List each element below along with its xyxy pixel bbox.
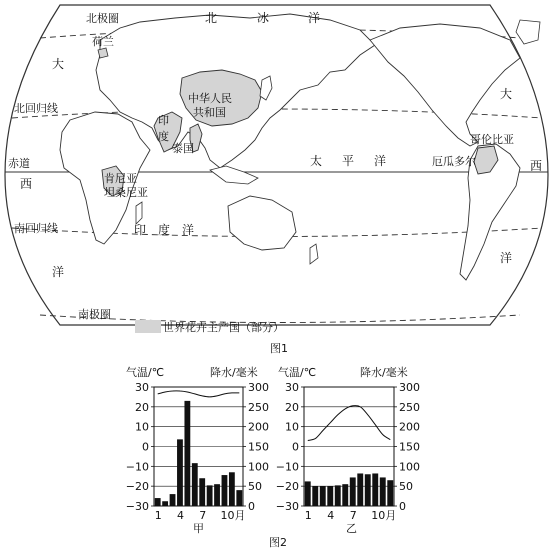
precip-tick-label: 0 — [248, 500, 255, 513]
month-tick-label: 4 — [176, 509, 184, 522]
chart-b-bars — [305, 473, 393, 506]
madagascar-island — [136, 202, 142, 224]
climate-chart-a — [126, 365, 269, 535]
precip-bar — [155, 498, 161, 506]
temp-tick-label: 10 — [135, 420, 149, 434]
precip-bar — [342, 484, 348, 506]
label-ecuador: 厄瓜多尔 — [432, 155, 476, 168]
label-netherlands: 荷兰 — [92, 35, 114, 48]
australia-landmass — [228, 196, 296, 250]
precip-tick-label: 50 — [399, 480, 413, 494]
precip-bar — [222, 475, 228, 506]
month-tick-label: 7 — [349, 509, 357, 522]
precip-bar — [372, 473, 378, 506]
precip-bar — [350, 477, 356, 506]
precip-bar — [177, 439, 183, 506]
label-atlantic-e2: 西 — [530, 159, 543, 173]
temp-tick-label: 20 — [135, 400, 149, 414]
label-arctic-ocean-1: 北 — [205, 11, 218, 25]
chart-a-bars — [155, 401, 242, 506]
chart-b-precip-axis-label: 降水/毫米 — [360, 366, 408, 379]
label-china-1: 中华人民 — [188, 92, 232, 105]
label-arctic-ocean-3: 洋 — [308, 11, 321, 25]
precip-bar — [312, 486, 318, 506]
precip-tick-label: 150 — [399, 440, 420, 454]
label-arctic-ocean-2: 冰 — [257, 11, 270, 25]
precip-bar — [229, 472, 235, 506]
temp-tick-label: −10 — [125, 460, 149, 474]
new-zealand-island — [310, 244, 318, 264]
netherlands-highlight — [98, 48, 108, 58]
label-india-1: 印 — [158, 114, 169, 127]
legend-swatch — [135, 320, 161, 333]
label-pacific-1: 太 — [310, 154, 323, 168]
label-pacific-2: 平 — [342, 154, 355, 168]
label-tropic-cancer: 北回归线 — [14, 102, 58, 115]
temp-tick-label: −20 — [275, 480, 299, 494]
precip-tick-label: 200 — [248, 420, 269, 434]
precip-bar — [199, 478, 205, 506]
chart-a-name: 甲 — [193, 522, 204, 535]
month-tick-label: 1 — [154, 509, 162, 522]
chart-b-month-ticks — [305, 509, 397, 522]
label-atlantic-w2: 西 — [20, 177, 33, 191]
sea-islands — [210, 166, 258, 184]
precip-tick-label: 300 — [399, 381, 420, 394]
precip-bar — [365, 474, 371, 506]
label-indian-1: 印 — [134, 223, 147, 237]
chart-a-temp-axis-label: 气温/℃ — [126, 366, 165, 379]
label-china-2: 共和国 — [193, 106, 226, 119]
map-caption: 图1 — [270, 342, 288, 355]
climate-caption: 图2 — [269, 536, 287, 549]
precip-bar — [184, 401, 190, 506]
temp-tick-label: 20 — [285, 400, 299, 414]
precip-tick-label: 50 — [248, 480, 262, 494]
label-arctic-circle: 北极圈 — [86, 12, 119, 25]
greenland-island — [516, 20, 540, 44]
legend-label: 世界花卉主产国（部分） — [163, 321, 284, 334]
chart-a-precip-ticks — [243, 381, 269, 513]
north-america-landmass — [370, 24, 520, 146]
label-indian-3: 洋 — [182, 223, 195, 237]
precip-bar — [335, 485, 341, 506]
label-thailand: 泰国 — [172, 142, 194, 155]
precip-tick-label: 100 — [399, 460, 420, 474]
label-atlantic-w1: 大 — [52, 57, 65, 71]
precip-tick-label: 250 — [399, 400, 420, 414]
chart-a-precip-axis-label: 降水/毫米 — [210, 366, 258, 379]
world-map — [5, 5, 548, 334]
chart-b-temp-ticks — [276, 381, 304, 513]
chart-b-temp-axis-label: 气温/℃ — [278, 366, 317, 379]
label-tanzania: 坦桑尼亚 — [104, 186, 148, 199]
precip-tick-label: 0 — [399, 500, 406, 513]
month-tick-label: 7 — [199, 509, 207, 522]
temp-tick-label: 30 — [285, 381, 299, 394]
chart-b-temp-line — [308, 406, 391, 441]
label-indian-2: 度 — [158, 223, 171, 237]
precip-bar — [305, 481, 311, 506]
precip-bar — [207, 485, 213, 506]
temp-tick-label: 0 — [142, 440, 149, 454]
temp-tick-label: −30 — [125, 500, 149, 513]
climate-chart-b — [276, 365, 420, 535]
precip-bar — [380, 477, 386, 506]
label-atlantic-w3: 洋 — [52, 265, 65, 279]
precip-bar — [214, 484, 220, 506]
chart-a-temp-line — [158, 391, 240, 397]
precip-tick-label: 150 — [248, 440, 269, 454]
month-tick-label: 10月 — [371, 509, 397, 522]
precip-tick-label: 100 — [248, 460, 269, 474]
label-kenya: 肯尼亚 — [104, 172, 137, 185]
month-tick-label: 10月 — [220, 509, 246, 522]
label-equator: 赤道 — [8, 157, 30, 170]
month-tick-label: 4 — [327, 509, 335, 522]
chart-a-month-ticks — [155, 509, 246, 522]
precip-bar — [327, 486, 333, 506]
temp-tick-label: 10 — [285, 420, 299, 434]
chart-a-temp-ticks — [126, 381, 154, 513]
label-atlantic-e3: 洋 — [500, 251, 513, 265]
label-tropic-capricorn: 南回归线 — [14, 222, 58, 235]
precip-bar — [192, 463, 198, 506]
chart-b-precip-ticks — [394, 381, 420, 513]
temp-tick-label: −10 — [275, 460, 299, 474]
label-pacific-3: 洋 — [374, 154, 387, 168]
temp-tick-label: 0 — [292, 440, 299, 454]
precip-bar — [320, 486, 326, 506]
precip-tick-label: 200 — [399, 420, 420, 434]
temp-tick-label: −20 — [125, 480, 149, 494]
precip-tick-label: 250 — [248, 400, 269, 414]
temp-tick-label: −30 — [275, 500, 299, 513]
chart-b-name: 乙 — [346, 522, 357, 535]
precip-bar — [387, 480, 393, 506]
label-antarctic-circle: 南极圈 — [78, 308, 111, 321]
label-colombia: 哥伦比亚 — [470, 133, 514, 146]
precip-bar — [357, 473, 363, 506]
label-atlantic-e1: 大 — [500, 87, 513, 101]
temp-tick-label: 30 — [135, 381, 149, 394]
precip-tick-label: 300 — [248, 381, 269, 394]
precip-bar — [236, 490, 242, 506]
month-tick-label: 1 — [304, 509, 312, 522]
precip-bar — [162, 501, 168, 506]
label-india-2: 度 — [158, 130, 169, 143]
precip-bar — [170, 494, 176, 506]
chart-b-grid — [304, 407, 394, 486]
